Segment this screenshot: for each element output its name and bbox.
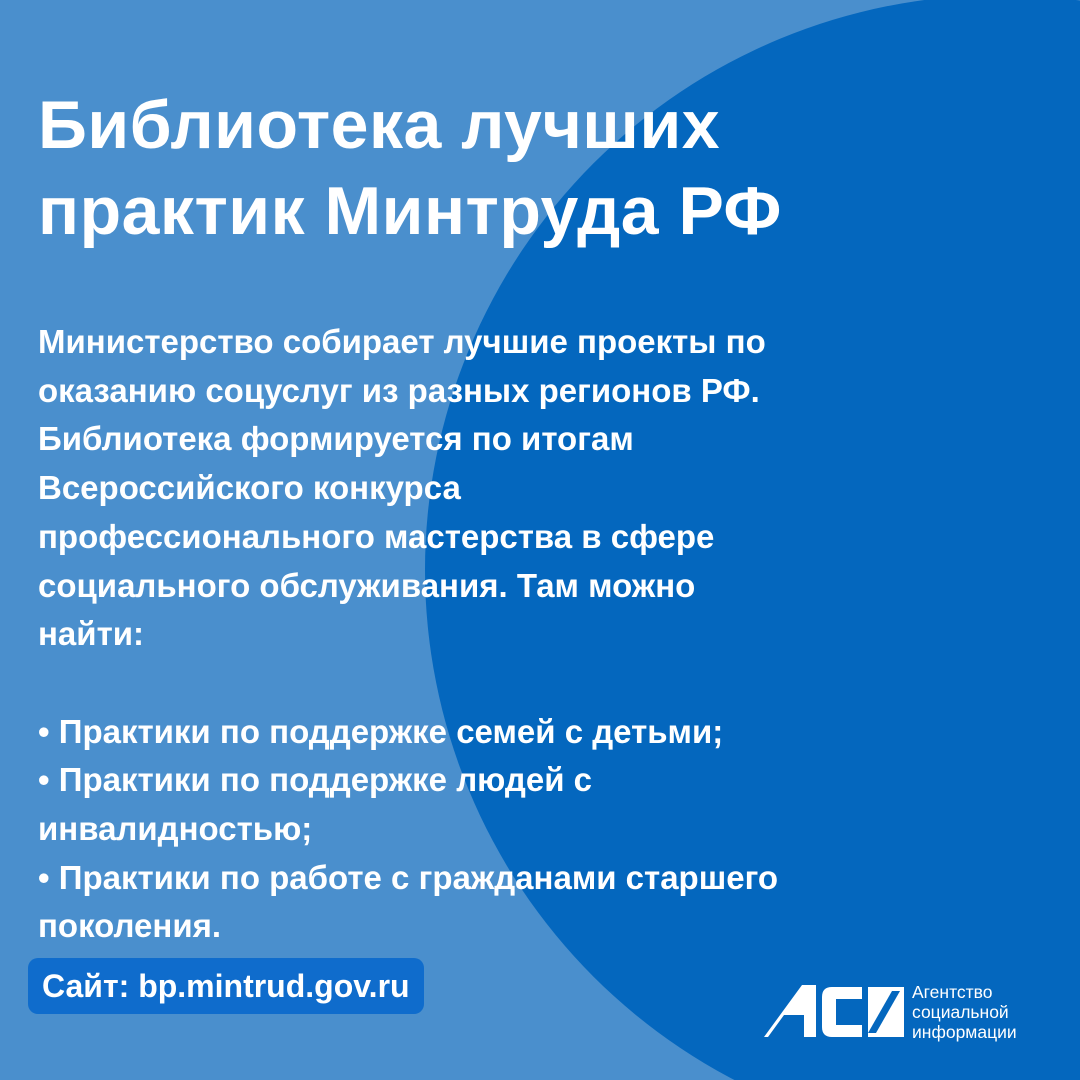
agency-name-line: Агентство: [912, 982, 993, 1002]
agency-name-line: социальной: [912, 1002, 1009, 1022]
paragraph-gap: [38, 659, 1048, 708]
bullet-line: • Практики по поддержке людей с: [38, 761, 593, 799]
agency-logo-icon: [764, 985, 904, 1037]
bullet-line: поколения.: [38, 907, 222, 945]
bullet-line: • Практики по работе с гражданами старшего: [38, 858, 779, 896]
agency-name-line: информации: [912, 1022, 1017, 1042]
site-badge[interactable]: [28, 958, 424, 1014]
body-line: Министерство собирает лучшие проекты по: [38, 323, 766, 360]
bullet-line: • Практики по поддержке семей с детьми;: [38, 712, 724, 750]
body-line: Всероссийского конкурса: [38, 469, 461, 507]
post-body: [38, 318, 1048, 951]
bullet-line: инвалидностью;: [38, 810, 313, 848]
body-line: найти:: [38, 615, 145, 653]
agency-name: [912, 982, 1017, 1042]
title-line-2: практик Минтруда РФ: [38, 173, 782, 249]
site-label: Сайт: bp.mintrud.gov.ru: [42, 967, 410, 1004]
body-line: оказанию соцуслуг из разных регионов РФ.: [38, 371, 760, 409]
post-title: [38, 82, 1038, 254]
body-line: социального обслуживания. Там можно: [38, 566, 696, 604]
body-line: Библиотека формируется по итогам: [38, 420, 634, 458]
title-line-1: Библиотека лучших: [38, 87, 721, 163]
body-line: профессионального мастерства в сфере: [38, 517, 715, 555]
